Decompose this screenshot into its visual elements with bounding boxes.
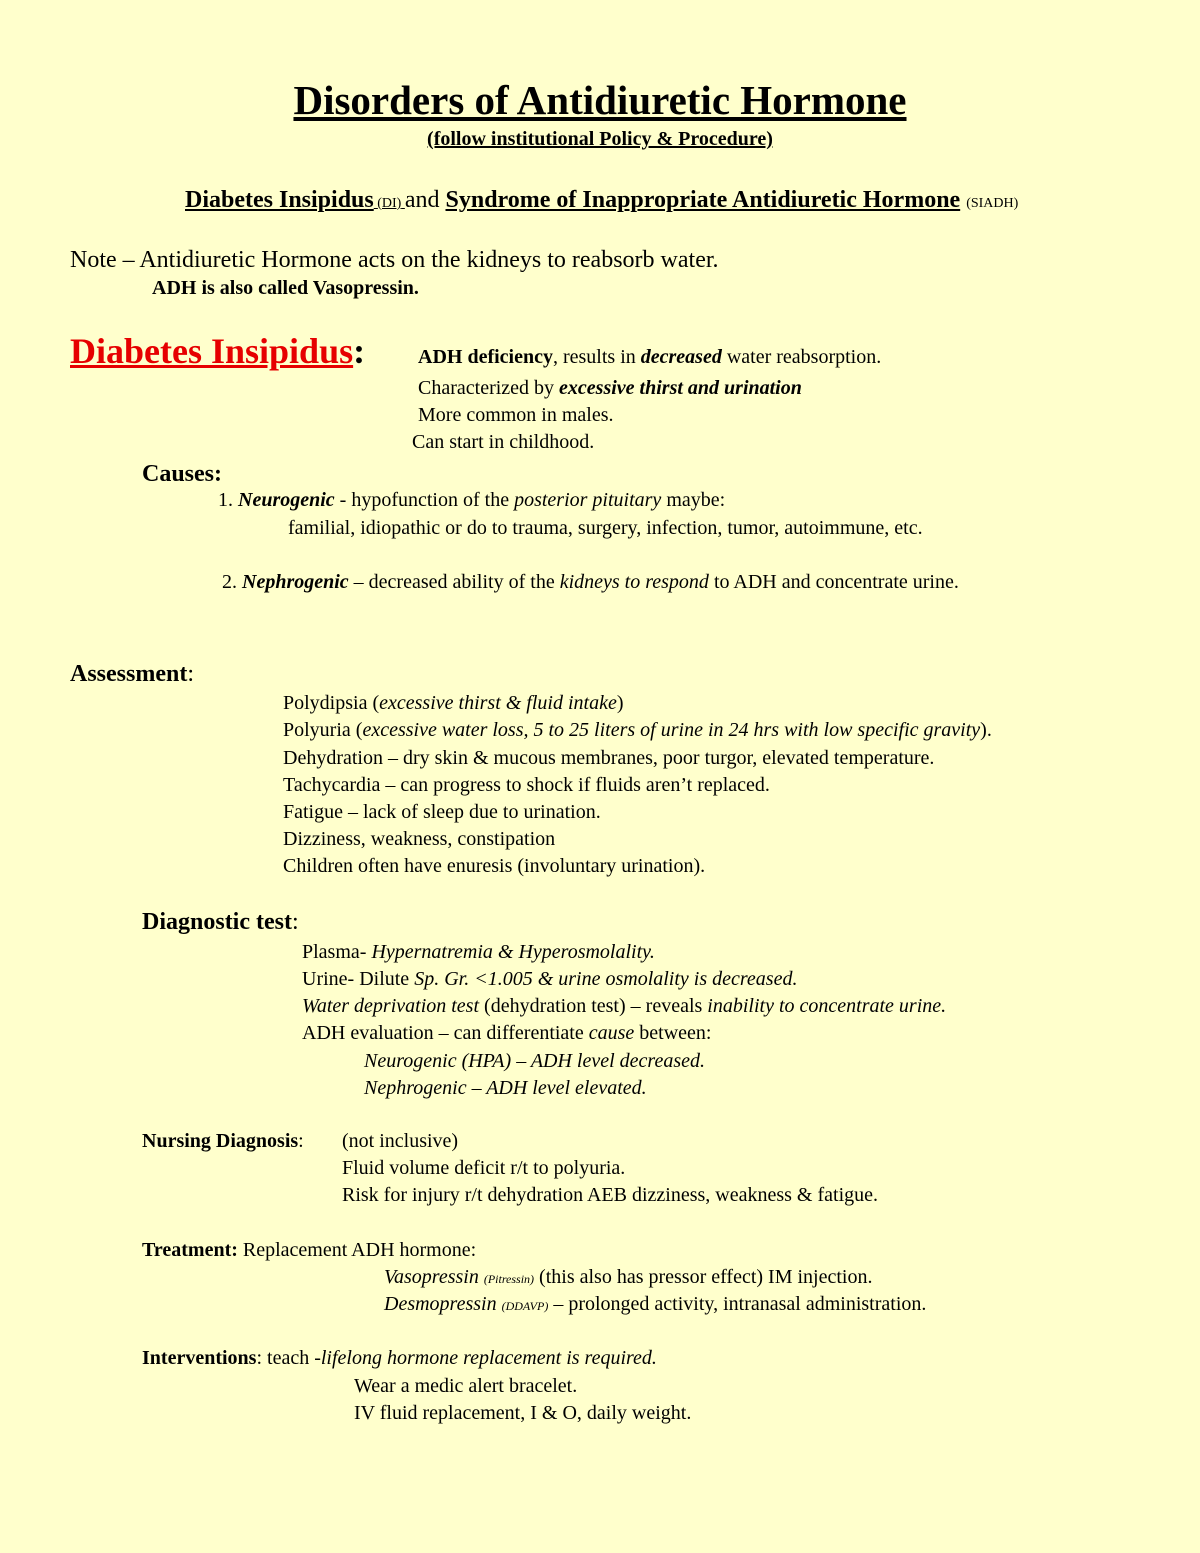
di-line-2: Characterized by excessive thirst and urination — [418, 377, 802, 399]
heading-and: and — [404, 187, 440, 213]
diagnostic-item-2: Urine- Dilute Sp. Gr. <1.005 & urine osmolality is decreased. — [302, 968, 798, 990]
heading-siadh-abbr: (SIADH) — [966, 196, 1019, 211]
diagnostic-item-5: Neurogenic (HPA) – ADH level decreased. — [364, 1050, 706, 1072]
di-line-3: More common in males. — [418, 404, 614, 426]
diagnostic-item-3: Water deprivation test (dehydration test) – reveals inability to concentrate urine. — [302, 995, 947, 1017]
note-line-2: ADH is also called Vasopressin. — [152, 277, 419, 299]
nursing-label: Nursing Diagnosis — [142, 1130, 299, 1152]
heading-di-abbr: (DI) — [377, 196, 402, 211]
assessment-item-4: Tachycardia – can progress to shock if fluids aren’t replaced. — [283, 774, 770, 796]
di-line-4: Can start in childhood. — [412, 431, 595, 453]
assessment-item-3: Dehydration – dry skin & mucous membranes, poor turgor, elevated temperature. — [283, 747, 935, 769]
assessment-item-7: Children often have enuresis (involuntary urination). — [283, 855, 706, 877]
di-heading-colon: : — [353, 331, 366, 371]
assessment-item-2: Polyuria (excessive water loss, 5 to 25 liters of urine in 24 hrs with low specific gravity). — [283, 719, 992, 741]
treatment-line: Treatment: Replacement ADH hormone: — [142, 1239, 477, 1261]
heading-siadh: Syndrome of Inappropriate Antidiuretic Hormone — [445, 187, 961, 213]
note-prefix: Note — [70, 247, 117, 273]
note-line — [70, 248, 719, 272]
assessment-item-1: Polydipsia (excessive thirst & fluid intake) — [283, 692, 624, 714]
assessment-item-5: Fatigue – lack of sleep due to urination. — [283, 801, 601, 823]
treatment-item-1: Vasopressin (Pitressin) (this also has pressor effect) IM injection. — [384, 1266, 873, 1288]
topic-heading — [185, 188, 1018, 212]
treatment-label: Treatment: — [142, 1239, 238, 1261]
interventions-label: Interventions — [142, 1347, 257, 1369]
note-text: – Antidiuretic Hormone acts on the kidneys to reabsorb water. — [122, 247, 719, 273]
nursing-note: (not inclusive) — [342, 1130, 459, 1152]
causes-label: Causes: — [142, 461, 223, 487]
page-title: Disorders of Antidiuretic Hormone — [293, 77, 907, 123]
page-subtitle: (follow institutional Policy & Procedure) — [427, 128, 773, 150]
cause-1-detail: familial, idiopathic or do to trauma, surgery, infection, tumor, autoimmune, etc. — [288, 517, 923, 539]
nursing-diagnosis-line: Nursing Diagnosis: — [142, 1130, 304, 1152]
diagnostic-item-1: Plasma- Hypernatremia & Hyperosmolality. — [302, 941, 655, 963]
diagnostic-label: Diagnostic test: — [142, 909, 299, 935]
nursing-item-1: Fluid volume deficit r/t to polyuria. — [342, 1157, 626, 1179]
di-heading — [70, 333, 365, 369]
interventions-item-2: IV fluid replacement, I & O, daily weight. — [354, 1402, 692, 1424]
cause-2: 2. Nephrogenic – decreased ability of the kidneys to respond to ADH and concentrate urine. — [222, 571, 959, 593]
di-heading-text: Diabetes Insipidus — [70, 331, 354, 371]
di-line-1: ADH deficiency, results in decreased water reabsorption. — [418, 346, 882, 368]
assessment-label: Assessment: — [70, 661, 194, 687]
heading-di: Diabetes Insipidus — [185, 187, 374, 213]
assessment-item-6: Dizziness, weakness, constipation — [283, 828, 556, 850]
diagnostic-item-4: ADH evaluation – can differentiate cause between: — [302, 1022, 712, 1044]
nursing-item-2: Risk for injury r/t dehydration AEB dizziness, weakness & fatigue. — [342, 1184, 879, 1206]
diagnostic-item-6: Nephrogenic – ADH level elevated. — [364, 1077, 647, 1099]
treatment-item-2: Desmopressin (DDAVP) – prolonged activity, intranasal administration. — [384, 1293, 927, 1315]
interventions-line: Interventions: teach -lifelong hormone replacement is required. — [142, 1347, 657, 1369]
cause-1: 1. Neurogenic - hypofunction of the posterior pituitary maybe: — [218, 489, 726, 511]
interventions-item-1: Wear a medic alert bracelet. — [354, 1375, 578, 1397]
